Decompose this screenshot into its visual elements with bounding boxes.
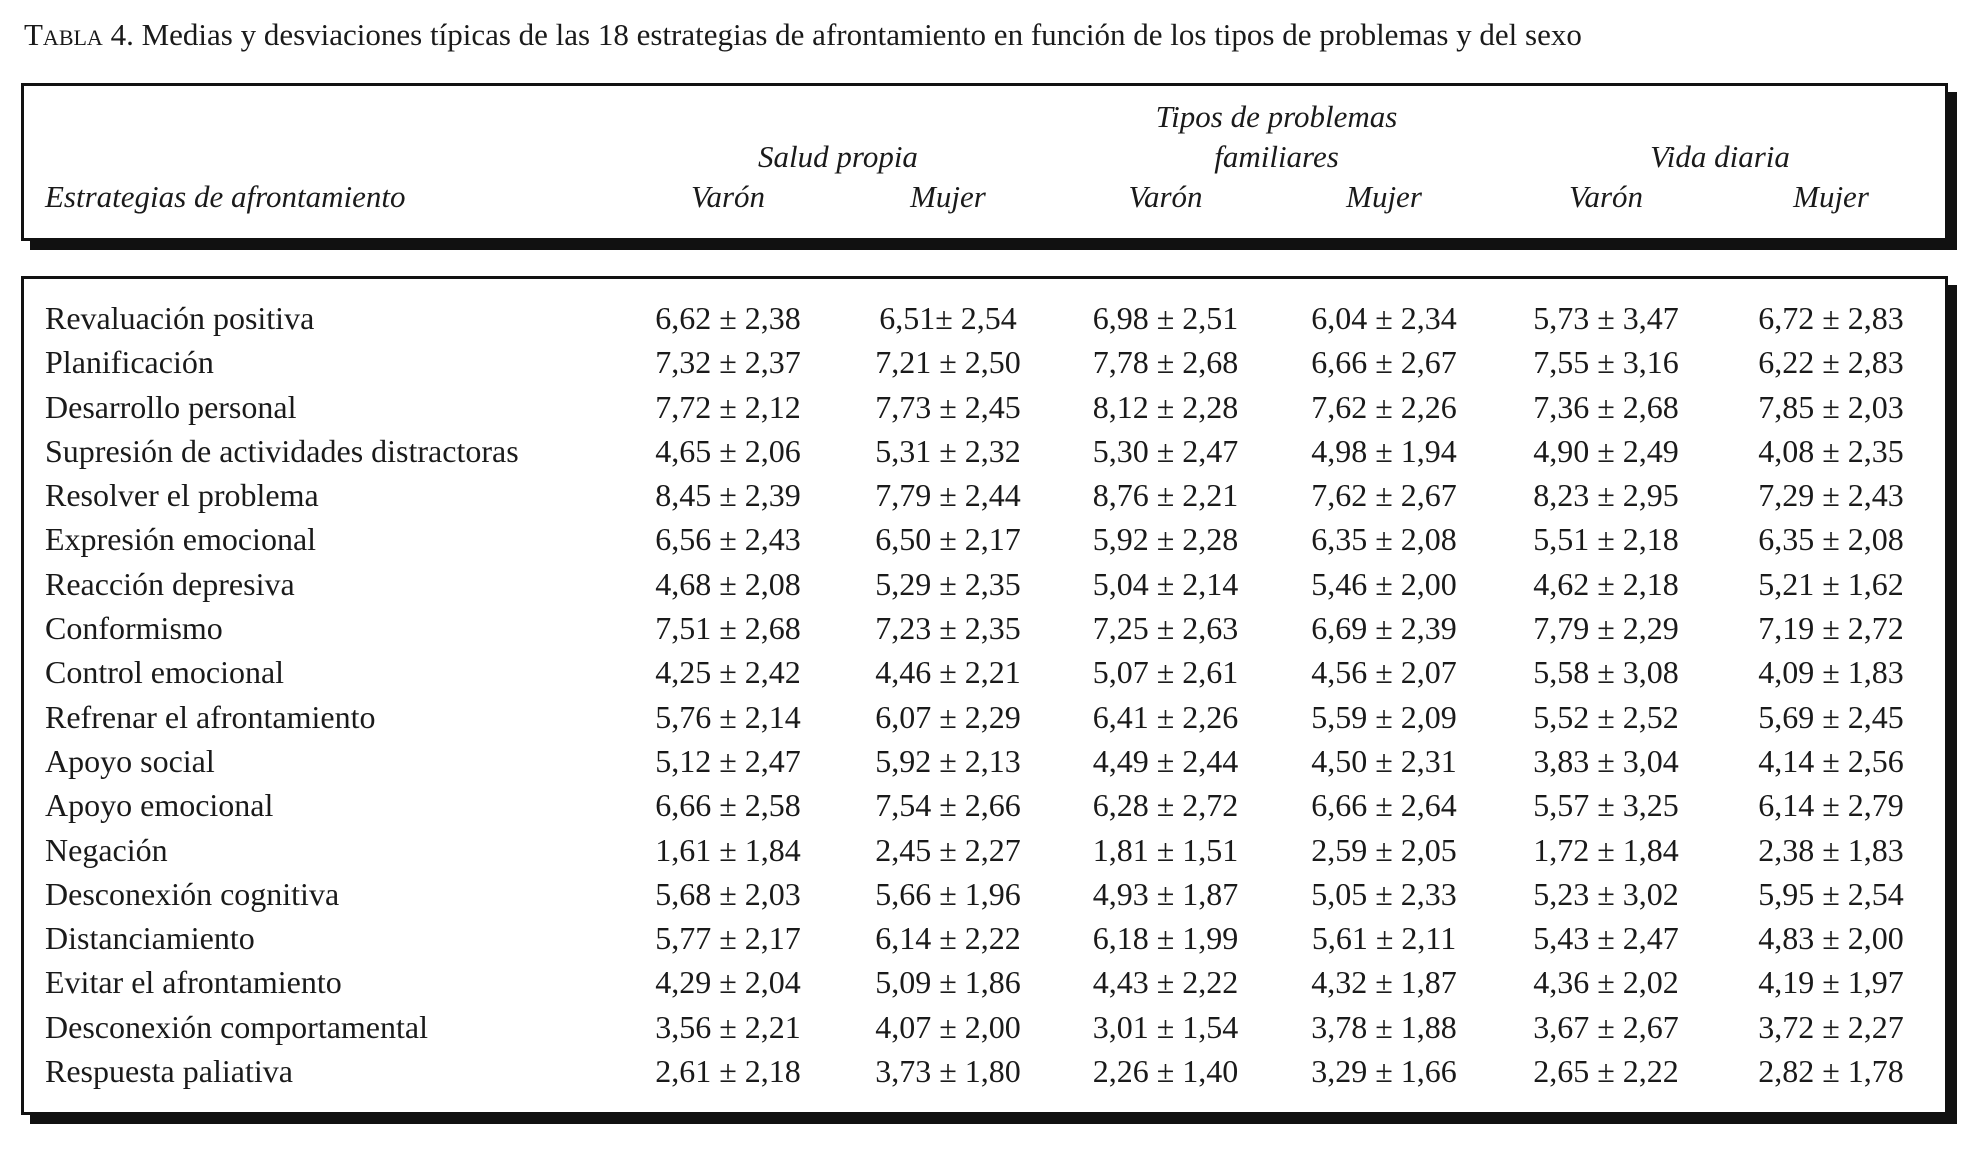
mean-sd-cell: 4,46 ± 2,21 [875,654,1021,691]
header-spanner: Tipos de problemas [1155,99,1398,134]
table-row [24,562,1945,606]
strategy-name: Desarrollo personal [45,388,297,425]
mean-sd-cell: 5,12 ± 2,47 [655,742,801,779]
mean-sd-cell: 7,72 ± 2,12 [655,388,801,425]
mean-sd-cell: 8,45 ± 2,39 [655,477,801,514]
header-row-sex [24,177,1945,217]
table-row [24,473,1945,517]
mean-sd-cell: 6,69 ± 2,39 [1311,610,1457,647]
table-header [24,97,1945,217]
mean-sd-cell: 5,57 ± 3,25 [1533,787,1679,824]
mean-sd-cell: 1,72 ± 1,84 [1533,831,1679,868]
mean-sd-cell: 7,79 ± 2,44 [875,477,1021,514]
mean-sd-cell: 4,32 ± 1,87 [1311,964,1457,1001]
mean-sd-cell: 6,07 ± 2,29 [875,698,1021,735]
table-row [24,695,1945,739]
table-row [24,385,1945,429]
mean-sd-cell: 4,07 ± 2,00 [875,1008,1021,1045]
mean-sd-cell: 5,68 ± 2,03 [655,875,801,912]
mean-sd-cell: 5,58 ± 3,08 [1533,654,1679,691]
strategy-name: Revaluación positiva [45,300,315,336]
strategy-name: Resolver el problema [45,477,319,514]
table-row [24,916,1945,960]
strategy-name: Refrenar el afrontamiento [45,698,376,735]
mean-sd-cell: 3,67 ± 2,67 [1533,1008,1679,1045]
table-caption [24,12,1582,58]
table-row [24,1005,1945,1049]
mean-sd-cell: 5,95 ± 2,54 [1758,875,1904,912]
strategy-name: Evitar el afrontamiento [45,964,342,1001]
mean-sd-cell: 7,55 ± 3,16 [1533,344,1679,381]
header-group-salud-propia: Salud propia [758,139,918,174]
mean-sd-cell: 6,62 ± 2,38 [655,300,801,336]
mean-sd-cell: 7,29 ± 2,43 [1758,477,1904,514]
mean-sd-cell: 4,14 ± 2,56 [1758,742,1904,779]
header-sex-4: Mujer [1346,179,1422,214]
mean-sd-cell: 5,92 ± 2,28 [1092,521,1239,558]
mean-sd-cell: 2,61 ± 2,18 [655,1053,801,1090]
strategy-name: Apoyo social [45,742,215,779]
mean-sd-cell: 5,73 ± 3,47 [1533,300,1679,336]
table-row [24,606,1945,650]
mean-sd-cell: 7,23 ± 2,35 [875,610,1021,647]
caption-label: Tabla 4. [24,17,134,52]
mean-sd-cell: 5,61 ± 2,11 [1311,920,1457,957]
mean-sd-cell: 6,98 ± 2,51 [1092,300,1239,336]
mean-sd-cell: 4,19 ± 1,97 [1758,964,1904,1001]
mean-sd-cell: 6,04 ± 2,34 [1311,300,1457,336]
mean-sd-cell: 5,66 ± 1,96 [875,875,1021,912]
mean-sd-cell: 8,23 ± 2,95 [1533,477,1679,514]
mean-sd-cell: 6,28 ± 2,72 [1092,787,1239,824]
mean-sd-cell: 5,59 ± 2,09 [1311,698,1457,735]
mean-sd-cell: 4,25 ± 2,42 [655,654,801,691]
mean-sd-cell: 7,25 ± 2,63 [1092,610,1239,647]
mean-sd-cell: 5,51 ± 2,18 [1533,521,1679,558]
table-row [24,517,1945,561]
strategy-name: Conformismo [45,610,223,647]
table-row [24,872,1945,916]
mean-sd-cell: 5,29 ± 2,35 [875,565,1021,602]
table-row [24,429,1945,473]
mean-sd-cell: 7,36 ± 2,68 [1533,388,1679,425]
table-body-box [21,276,1948,1115]
table-row [24,650,1945,694]
mean-sd-cell: 6,35 ± 2,08 [1311,521,1457,558]
mean-sd-cell: 4,50 ± 2,31 [1311,742,1457,779]
mean-sd-cell: 6,18 ± 1,99 [1092,920,1239,957]
mean-sd-cell: 6,56 ± 2,43 [655,521,801,558]
mean-sd-cell: 4,56 ± 2,07 [1311,654,1457,691]
mean-sd-cell: 7,19 ± 2,72 [1758,610,1904,647]
header-sex-3: Varón [1128,179,1203,214]
mean-sd-cell: 3,83 ± 3,04 [1533,742,1679,779]
mean-sd-cell: 4,65 ± 2,06 [655,432,801,469]
table-body [24,296,1945,1093]
mean-sd-cell: 6,72 ± 2,83 [1758,300,1904,336]
mean-sd-cell: 6,66 ± 2,67 [1311,344,1457,381]
mean-sd-cell: 6,35 ± 2,08 [1758,521,1904,558]
mean-sd-cell: 4,62 ± 2,18 [1533,565,1679,602]
mean-sd-cell: 4,09 ± 1,83 [1758,654,1904,691]
mean-sd-cell: 5,46 ± 2,00 [1311,565,1457,602]
mean-sd-cell: 4,68 ± 2,08 [655,565,801,602]
mean-sd-cell: 5,04 ± 2,14 [1092,565,1239,602]
header-group-vida-diaria: Vida diaria [1650,139,1790,174]
mean-sd-cell: 5,23 ± 3,02 [1533,875,1679,912]
strategy-name: Expresión emocional [45,521,317,558]
strategy-name: Respuesta paliativa [45,1053,293,1090]
mean-sd-cell: 5,09 ± 1,86 [875,964,1021,1001]
mean-sd-cell: 5,07 ± 2,61 [1092,654,1239,691]
strategy-name: Desconexión comportamental [45,1008,428,1045]
mean-sd-cell: 2,59 ± 2,05 [1311,831,1457,868]
mean-sd-cell: 8,76 ± 2,21 [1092,477,1239,514]
mean-sd-cell: 7,62 ± 2,26 [1311,388,1457,425]
mean-sd-cell: 5,69 ± 2,45 [1758,698,1904,735]
strategy-name: Reacción depresiva [45,565,295,602]
mean-sd-cell: 5,52 ± 2,52 [1533,698,1679,735]
mean-sd-cell: 7,32 ± 2,37 [655,344,801,381]
mean-sd-cell: 4,83 ± 2,00 [1758,920,1904,957]
mean-sd-cell: 3,29 ± 1,66 [1311,1053,1457,1090]
header-row-label: Estrategias de afrontamiento [45,179,406,214]
mean-sd-cell: 6,51± 2,54 [879,300,1017,336]
mean-sd-cell: 3,56 ± 2,21 [655,1008,801,1045]
header-row-groups [24,137,1945,177]
mean-sd-cell: 4,49 ± 2,44 [1092,742,1239,779]
mean-sd-cell: 7,85 ± 2,03 [1758,388,1904,425]
mean-sd-cell: 4,98 ± 1,94 [1311,432,1457,469]
table-row [24,296,1945,340]
table-row [24,960,1945,1004]
mean-sd-cell: 2,82 ± 1,78 [1758,1053,1904,1090]
mean-sd-cell: 1,61 ± 1,84 [655,831,801,868]
table-row [24,739,1945,783]
mean-sd-cell: 4,29 ± 2,04 [655,964,801,1001]
mean-sd-cell: 6,22 ± 2,83 [1758,344,1904,381]
mean-sd-cell: 5,76 ± 2,14 [655,698,801,735]
header-sex-6: Mujer [1793,179,1869,214]
header-group-familiares: familiares [1214,139,1339,174]
mean-sd-cell: 6,14 ± 2,22 [875,920,1021,957]
strategy-name: Desconexión cognitiva [45,875,340,912]
mean-sd-cell: 3,72 ± 2,27 [1758,1008,1904,1045]
mean-sd-cell: 6,14 ± 2,79 [1758,787,1904,824]
table-row [24,783,1945,827]
mean-sd-cell: 3,78 ± 1,88 [1311,1008,1457,1045]
mean-sd-cell: 5,31 ± 2,32 [875,432,1021,469]
mean-sd-cell: 6,50 ± 2,17 [875,521,1021,558]
header-row-spanner [24,97,1945,137]
mean-sd-cell: 3,73 ± 1,80 [875,1053,1021,1090]
mean-sd-cell: 5,05 ± 2,33 [1311,875,1457,912]
header-sex-1: Varón [690,179,766,214]
mean-sd-cell: 5,21 ± 1,62 [1758,565,1904,602]
table-header-box [21,83,1948,241]
table-row [24,828,1945,872]
mean-sd-cell: 2,65 ± 2,22 [1533,1053,1679,1090]
strategy-name: Negación [45,831,168,868]
mean-sd-cell: 5,92 ± 2,13 [875,742,1021,779]
mean-sd-cell: 7,62 ± 2,67 [1311,477,1457,514]
mean-sd-cell: 8,12 ± 2,28 [1092,388,1239,425]
mean-sd-cell: 5,30 ± 2,47 [1092,432,1239,469]
mean-sd-cell: 6,41 ± 2,26 [1092,698,1239,735]
table-row [24,1049,1945,1093]
mean-sd-cell: 5,77 ± 2,17 [655,920,801,957]
mean-sd-cell: 4,43 ± 2,22 [1092,964,1239,1001]
caption-text: Medias y desviaciones típicas de las 18 estrategias de afrontamiento en función de los tipos de problemas y del sexo [141,17,1582,52]
mean-sd-cell: 5,43 ± 2,47 [1533,920,1679,957]
mean-sd-cell: 6,66 ± 2,58 [655,787,801,824]
mean-sd-cell: 7,21 ± 2,50 [875,344,1021,381]
strategy-name: Planificación [45,344,214,381]
header-sex-2: Mujer [910,179,986,214]
mean-sd-cell: 7,73 ± 2,45 [875,388,1021,425]
mean-sd-cell: 7,78 ± 2,68 [1092,344,1239,381]
mean-sd-cell: 7,79 ± 2,29 [1533,610,1679,647]
mean-sd-cell: 2,26 ± 1,40 [1092,1053,1239,1090]
mean-sd-cell: 4,08 ± 2,35 [1758,432,1904,469]
mean-sd-cell: 6,66 ± 2,64 [1311,787,1457,824]
strategy-name: Apoyo emocional [45,787,274,824]
mean-sd-cell: 1,81 ± 1,51 [1092,831,1239,868]
header-sex-5: Varón [1568,179,1644,214]
mean-sd-cell: 4,90 ± 2,49 [1533,432,1679,469]
strategy-name: Supresión de actividades distractoras [45,432,519,469]
strategy-name: Control emocional [45,654,285,691]
mean-sd-cell: 2,38 ± 1,83 [1758,831,1904,868]
table-row [24,340,1945,384]
mean-sd-cell: 3,01 ± 1,54 [1092,1008,1239,1045]
mean-sd-cell: 4,36 ± 2,02 [1533,964,1679,1001]
strategy-name: Distanciamiento [45,920,255,957]
mean-sd-cell: 7,51 ± 2,68 [655,610,801,647]
mean-sd-cell: 2,45 ± 2,27 [875,831,1021,868]
mean-sd-cell: 4,93 ± 1,87 [1092,875,1239,912]
mean-sd-cell: 7,54 ± 2,66 [875,787,1021,824]
